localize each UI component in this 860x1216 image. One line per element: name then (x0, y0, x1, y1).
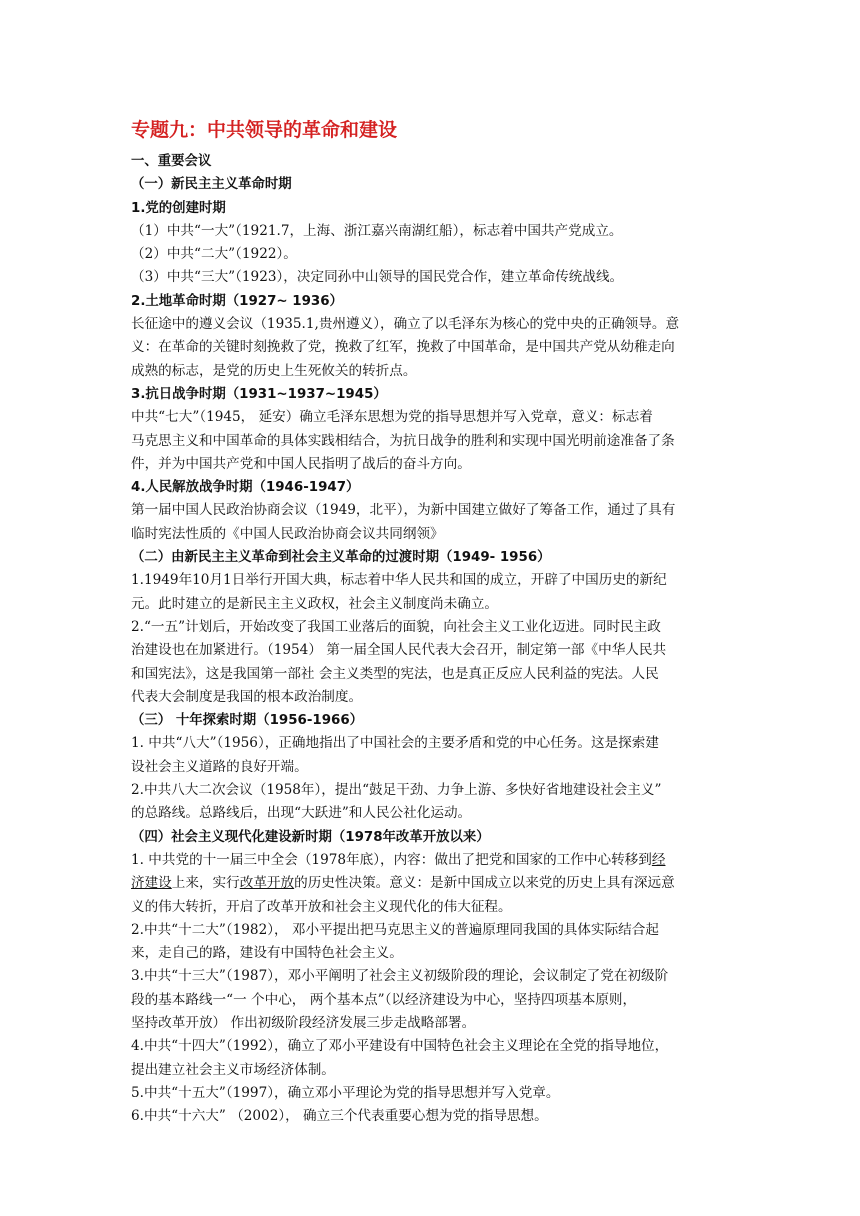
line-text: 1. 中共党的十一届三中全会（1978年底），内容：做出了把党和国家的工作中心转移到 (131, 851, 652, 868)
text-line (131, 1105, 739, 1128)
text-line (131, 616, 739, 639)
text-line (131, 593, 739, 616)
line-text: 1.党的创建时期 (131, 200, 226, 216)
section-heading (131, 290, 739, 313)
line-text: 件，并为中国共产党和中国人民指明了战后的奋斗方向。 (131, 455, 471, 472)
text-line (131, 872, 739, 895)
line-text: 2.“一五”计划后，开始改变了我国工业落后的面貌，向社会主义工业化迈进。同时民主政 (131, 618, 661, 635)
line-text: 段的基本路线一“一 个中心， 两个基本点”（以经济建设为中心，坚持四项基本原则， (131, 991, 637, 1008)
line-text: 的历史性决策。意义：是新中国成立以来党的历史上具有深远意 (294, 875, 675, 892)
line-text: 义的伟大转折，开启了改革开放和社会主义现代化的伟大征程。 (131, 898, 512, 915)
line-text: 6.中共“十六大” （2002）， 确立三个代表重要心想为党的指导思想。 (131, 1108, 548, 1125)
document-body (131, 150, 739, 1128)
text-line (131, 243, 739, 266)
section-heading (131, 476, 739, 499)
text-line (131, 523, 739, 546)
line-text: （3）中共“三大”（1923），决定同孙中山领导的国民党合作，建立革命传统战线。 (131, 269, 624, 286)
line-text: 上来，实行 (171, 875, 240, 892)
text-line (131, 686, 739, 709)
document-page (131, 116, 739, 1128)
line-text: 4.人民解放战争时期（1946-1947） (131, 480, 360, 496)
line-text: 2.中共八大二次会议（1958年），提出“鼓足干劲、力争上游、多快好省地建设社会主义” (131, 782, 662, 799)
line-text: 中共“七大”（1945， 延安）确立毛泽东思想为党的指导思想并写入党章，意义：标志着 (131, 409, 653, 426)
line-text: 义：在革命的关键时刻挽救了党，挽救了红军，挽救了中国革命，是中国共产党从幼稚走向 (131, 339, 675, 356)
document-title: 专题九：中共领导的革命和建设 (131, 119, 398, 141)
text-line (131, 313, 739, 336)
text-line (131, 430, 739, 453)
line-text: 来，走自己的路，建设有中国特色社会主义。 (131, 945, 403, 962)
underlined-text: 经 (651, 851, 666, 868)
line-text: 5.中共“十五大”（1997），确立邓小平理论为党的指导思想并写入党章。 (131, 1084, 560, 1101)
text-line (131, 453, 739, 476)
line-text: （一）新民主主义革命时期 (131, 177, 292, 193)
section-heading (131, 197, 739, 220)
text-line (131, 1035, 739, 1058)
text-line (131, 406, 739, 429)
text-line (131, 1082, 739, 1105)
underlined-text: 改革开放 (239, 875, 295, 892)
text-line (131, 732, 739, 755)
line-text: 提出建立社会主义市场经济体制。 (131, 1061, 335, 1078)
text-line (131, 1059, 739, 1082)
line-text: （二）由新民主主义革命到社会主义革命的过渡时期（1949- 1956） (131, 550, 551, 566)
text-line (131, 919, 739, 942)
text-line (131, 336, 739, 359)
text-line (131, 942, 739, 965)
line-text: 设社会主义道路的良好开端。 (131, 758, 308, 775)
line-text: 长征途中的遵义会议（1935.1,贵州遵义），确立了以毛泽东为核心的党中央的正确领导。意 (131, 316, 680, 333)
text-line (131, 663, 739, 686)
section-heading (131, 173, 739, 196)
line-text: （2）中共“二大”（1922）。 (131, 246, 297, 263)
underlined-text: 济建设 (131, 875, 172, 892)
section-heading (131, 709, 739, 732)
text-line (131, 896, 739, 919)
section-heading (131, 826, 739, 849)
text-line (131, 220, 739, 243)
line-text: 的总路线。总路线后，出现“大跃进”和人民公社化运动。 (131, 805, 472, 822)
line-text: 马克思主义和中国革命的具体实践相结合，为抗日战争的胜利和实现中国光明前途准备了条 (131, 432, 675, 449)
text-line (131, 989, 739, 1012)
text-line (131, 756, 739, 779)
line-text: 代表大会制度是我国的根本政治制度。 (131, 688, 363, 705)
text-line (131, 499, 739, 522)
line-text: 4.中共“十四大”（1992），确立了邓小平建设有中国特色社会主义理论在全党的指导地位， (131, 1038, 669, 1055)
line-text: 1. 中共“八大”（1956），正确地指出了中国社会的主要矛盾和党的中心任务。这是探索建 (131, 735, 659, 752)
section-heading (131, 383, 739, 406)
line-text: 治建设也在加紧进行。（1954） 第一届全国人民代表大会召开，制定第一部《中华人民共 (131, 642, 667, 659)
text-line (131, 569, 739, 592)
line-text: 1.1949年10月1日举行开国大典，标志着中华人民共和国的成立，开辟了中国历史的新纪 (131, 572, 667, 589)
section-heading (131, 546, 739, 569)
line-text: 临时宪法性质的《中国人民政治协商会议共同纲领》 (131, 525, 444, 542)
line-text: （四）社会主义现代化建设新时期（1978年改革开放以来） (131, 829, 490, 845)
line-text: 坚持改革开放） 作出初级阶段经济发展三步走战略部署。 (131, 1014, 476, 1031)
text-line (131, 1012, 739, 1035)
line-text: 一、重要会议 (131, 154, 212, 169)
line-text: 成熟的标志，是党的历史上生死攸关的转折点。 (131, 362, 417, 379)
line-text: 3.抗日战争时期（1931~1937~1945） (131, 386, 387, 402)
text-line (131, 360, 739, 383)
text-line (131, 965, 739, 988)
text-line (131, 802, 739, 825)
line-text: 和国宪法》，这是我国第一部社 会主义类型的宪法，也是真正反应人民利益的宪法。人民 (131, 665, 659, 682)
line-text: 第一届中国人民政治协商会议（1949，北平），为新中国建立做好了筹备工作，通过了具有 (131, 502, 676, 519)
line-text: 2.土地革命时期（1927~ 1936） (131, 293, 343, 309)
text-line (131, 266, 739, 289)
line-text: 2.中共“十二大”（1982）， 邓小平提出把马克思主义的普遍原理同我国的具体实际结合起 (131, 921, 659, 938)
text-line (131, 779, 739, 802)
line-text: （1）中共“一大”（1921.7，上海、浙江嘉兴南湖红船），标志着中国共产党成立。 (131, 222, 623, 239)
text-line (131, 639, 739, 662)
line-text: 3.中共“十三大”（1987），邓小平阐明了社会主义初级阶段的理论，会议制定了党在初级阶 (131, 968, 669, 985)
section-heading (131, 150, 739, 173)
line-text: 元。此时建立的是新民主主义政权，社会主义制度尚未确立。 (131, 595, 499, 612)
line-text: （三） 十年探索时期（1956-1966） (131, 713, 364, 729)
text-line (131, 849, 739, 872)
